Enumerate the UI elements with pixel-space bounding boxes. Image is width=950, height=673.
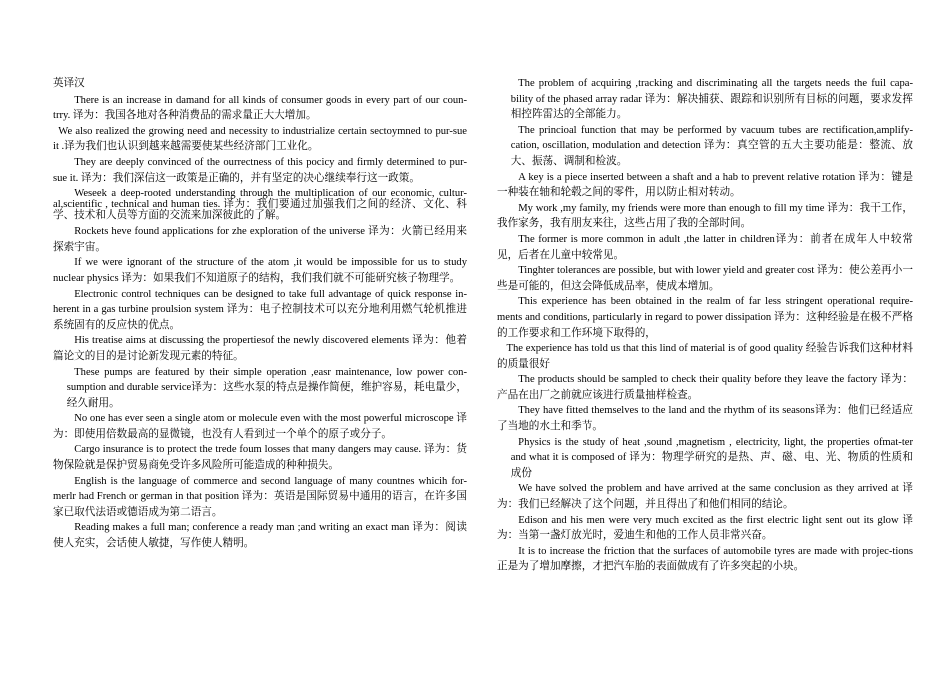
paragraph: Edison and his men were very much excited as the first electric light sent out its glow 译为：当第一盏灯放光时，爱迪生和他的工作人员非常兴奋。	[497, 514, 913, 542]
paragraph: The former is more common in adult ,the latter in children译为：前者在成年人中较常见，后者在儿童中较常见。	[497, 233, 913, 261]
paragraph: There is an increase in damand for all kinds of consumer goods in every part of our coun-trry. 译为：我国各地对各种消费品的需求量正大大增加。	[53, 94, 467, 122]
paragraph: Weseek a deep-rooted understanding through the multiplication of our economic, cultur-al,scientific , technical and human ties. 译为：我们要通过加强我们之间的经济、文化、科学、技术和人员等方面的交流来加深彼此的了解。	[53, 188, 467, 222]
paragraph: The experience has told us that this lind of material is of good quality 经验告诉我们这种材料的质量很好	[497, 343, 913, 370]
paragraph: It is to increase the friction that the surfaces of automobile tyres are made with projec-tions 正是为了增加摩擦，才把汽车胎的表面做成有了许多突起的小块。	[497, 545, 913, 573]
paragraph: We also realized the growing need and necessity to industrialize certain sectoymned to pur-sue it .译为我们也认识到越来越需要使某些经济部门工业化。	[53, 125, 467, 153]
paragraph: Tinghter tolerances are possible, but with lower yield and greater cost 译为：使公差再小一些是可能的，但这会降低成品率，使成本增加。	[497, 265, 913, 292]
paragraph: We have solved the problem and have arrived at the same conclusion as they arrived at 译为：我们已经解决了这个问题，并且得出了和他们相同的结论。	[497, 483, 913, 511]
paragraph: Physics is the study of heat ,sound ,magnetism , electricity, light, the properties ofmat-ter and what it is composed of 译为：物理学研究的是热、声、磁、电、光、物质的性质和成份	[510, 436, 913, 479]
section-heading: 英译汉	[53, 78, 85, 89]
paragraph: This experience has been obtained in the realm of far less stringent operational require-ments and conditions, particularly in regard to power dissipation 译为：这种经验是在极不严格的工作要求和工作环境下取得的，	[497, 296, 913, 339]
paragraph: The problem of acquiring ,tracking and discriminating all the targets needs the fuil capa-bility of the phased array radar 译为：解决捕获、跟踪和识别所有目标的问题，要求发挥相控阵雷达的全部能力。	[510, 78, 913, 121]
paragraph: Rockets heve found applications for zhe exploration of the universe 译为：火箭已经用来探索宇宙。	[53, 226, 467, 253]
paragraph: His treatise aims at discussing the propertiesof the newly discovered elements 译为：他着篇论文的目的是讨论新发现元素的特征。	[53, 335, 467, 362]
left-column	[53, 76, 467, 552]
paragraph: Electronic control techniques can be designed to take full advantage of quick response in-herent in a gas turbine proulsion system 译为：电子控制技术可以充分地利用燃气轮机推进系统固有的反应快的优点。	[53, 288, 467, 331]
paragraph: They are deeply convinced of the ourrectness of this pocicy and firmly determined to pur-sue it. 译为：我们深信这一政策是正确的，并有坚定的决心继续奉行这一政策。	[53, 156, 467, 184]
paragraph: They have fitted themselves to the land and the rhythm of its seasons译为：他们已经适应了当地的水土和季节。	[497, 405, 913, 433]
paragraph: The products should be sampled to check their quality before they leave the factory 译为：产品在出厂之前就应该进行质量抽样检查。	[497, 374, 913, 401]
paragraph: These pumps are featured by their simple operation ,easr maintenance, low power con-sumption and durable service译为：这些水泵的特点是操作简便，维护容易，耗电量少，经久耐用。	[66, 366, 467, 409]
paragraph: The princioal function that may be performed by vacuum tubes are rectification,amplify-cation, oscillation, modulation and detection 译为：真空管的五大主要功能是：整流、放大、振荡、调制和检波。	[510, 124, 913, 167]
paragraph: No one has ever seen a single atom or molecule even with the most powerful microscope 译为：即使用倍数最高的显微镜，也没有人看到过一个单个的原子或分子。	[53, 413, 467, 440]
paragraph: English is the language of commerce and second language of many countnes whicih for-merlr had French or german in that position 译为：英语是国际贸易中通用的语言，在许多国家已取代法语或德语成为第二语言。	[53, 475, 467, 518]
paragraph: Cargo insurance is to protect the trede foum losses that many dangers may cause. 译为：货物保险就是保护贸易商免受许多风险所可能造成的种种损失。	[53, 444, 467, 472]
paragraph: My work ,my family, my friends were more than enough to fill my time 译为：我干工作，我作家务，我有朋友来往，这些占用了我的全部时间。	[497, 202, 913, 230]
paragraph: A key is a piece inserted between a shaft and a hab to prevent relative rotation 译为：键是一种装在轴和轮毂之间的零件，用以防止相对转动。	[497, 171, 913, 199]
paragraph: If we were ignorant of the structure of the atom ,it would be impossible for us to study nuclear physics 译为：如果我们不知道原子的结构，我们我们就不可能研究核子物理学。	[53, 257, 467, 284]
right-column	[497, 76, 913, 575]
paragraph: Reading makes a full man; conference a ready man ;and writing an exact man 译为：阅读使人充实，会话使人敏捷，写作使人精明。	[53, 522, 467, 550]
